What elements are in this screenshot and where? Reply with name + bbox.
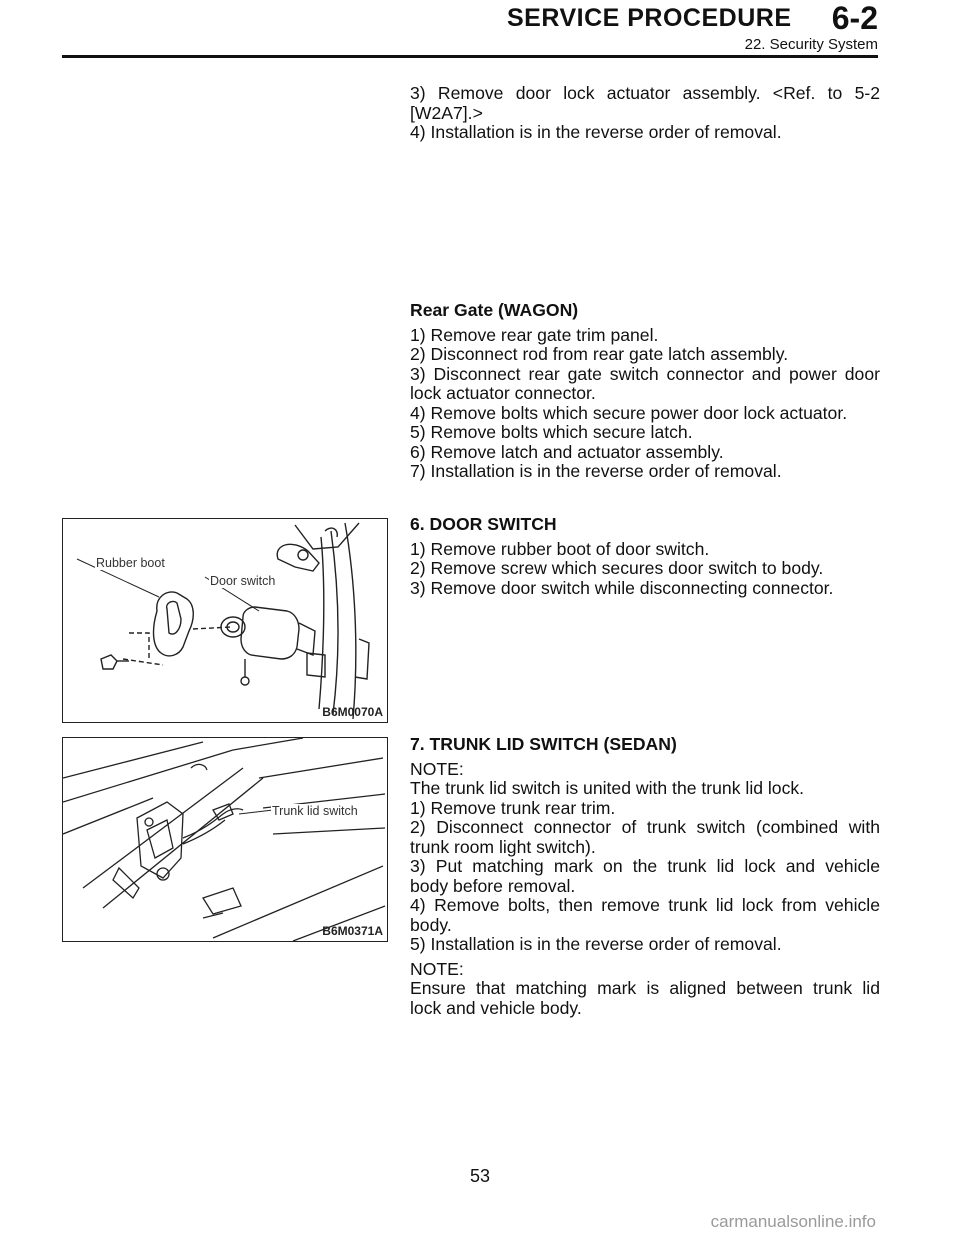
page-number: 53 (469, 1166, 491, 1186)
trunk-step: body. (410, 914, 452, 935)
trunk-switch-illustration (63, 738, 387, 941)
chapter-number: 6-2 (831, 0, 878, 36)
door-lock-step-3: 3) Remove door lock actuator assembly. <Ref. to 5-2 (410, 83, 880, 103)
trunk-step: 5) Installation is in the reverse order of removal. (410, 934, 782, 954)
watermark: carmanualsonline.info (710, 1212, 876, 1231)
door-lock-step-4: 4) Installation is in the reverse order of removal. (410, 122, 782, 142)
note-label: NOTE: (410, 758, 464, 779)
note-label: NOTE: (410, 958, 464, 979)
trunk-step: 2) Disconnect connector of trunk switch (combined with (410, 817, 880, 837)
trunk-step: trunk room light switch). (410, 836, 596, 857)
section-title: SERVICE PROCEDURE (507, 4, 792, 32)
rear-gate-block (410, 301, 880, 482)
rear-gate-step: 2) Disconnect rod from rear gate latch assembly. (410, 344, 789, 364)
trunk-step: 4) Remove bolts, then remove trunk lid lock from vehicle (410, 895, 880, 915)
door-switch-step: 1) Remove rubber boot of door switch. (410, 538, 710, 559)
door-lock-block (410, 84, 880, 143)
trunk-step: body before removal. (410, 875, 576, 896)
door-lock-step-3-ref: [W2A7].> (410, 102, 483, 123)
rear-gate-step: 4) Remove bolts which secure power door lock actuator. (410, 402, 848, 423)
rear-gate-step: 7) Installation is in the reverse order of removal. (410, 461, 782, 481)
trunk-switch-label: Trunk lid switch (272, 804, 358, 818)
trunk-step: 3) Put matching mark on the trunk lid lock and vehicle (410, 856, 880, 876)
rear-gate-heading: Rear Gate (WAGON) (410, 300, 579, 320)
door-switch-step: 2) Remove screw which secures door switch to body. (410, 558, 824, 578)
door-switch-block (410, 515, 880, 598)
figure-code: B6M0371A (322, 924, 383, 938)
rear-gate-step: 3) Disconnect rear gate switch connector and power door (410, 363, 880, 384)
trunk-step: 1) Remove trunk rear trim. (410, 797, 616, 818)
note-text: Ensure that matching mark is aligned between trunk lid (410, 978, 880, 998)
trunk-switch-heading: 7. TRUNK LID SWITCH (SEDAN) (410, 734, 677, 754)
rear-gate-step: 6) Remove latch and actuator assembly. (410, 441, 724, 462)
door-switch-label: Door switch (210, 574, 276, 588)
trunk-switch-figure (62, 737, 388, 942)
rear-gate-step: lock actuator connector. (410, 383, 596, 403)
rubber-boot-label: Rubber boot (96, 556, 165, 570)
header-rule (62, 55, 878, 58)
note-text: The trunk lid switch is united with the trunk lid lock. (410, 778, 805, 798)
door-switch-figure (62, 518, 388, 723)
note-text: lock and vehicle body. (410, 997, 582, 1018)
rear-gate-step: 1) Remove rear gate trim panel. (410, 324, 659, 345)
rear-gate-step: 5) Remove bolts which secure latch. (410, 422, 693, 442)
trunk-switch-block (410, 735, 880, 1018)
door-switch-heading: 6. DOOR SWITCH (410, 514, 557, 534)
door-switch-illustration (63, 519, 387, 722)
door-switch-step: 3) Remove door switch while disconnecting connector. (410, 577, 834, 598)
section-subtitle: 22. Security System (744, 36, 878, 53)
figure-code: B6M0070A (322, 705, 383, 719)
